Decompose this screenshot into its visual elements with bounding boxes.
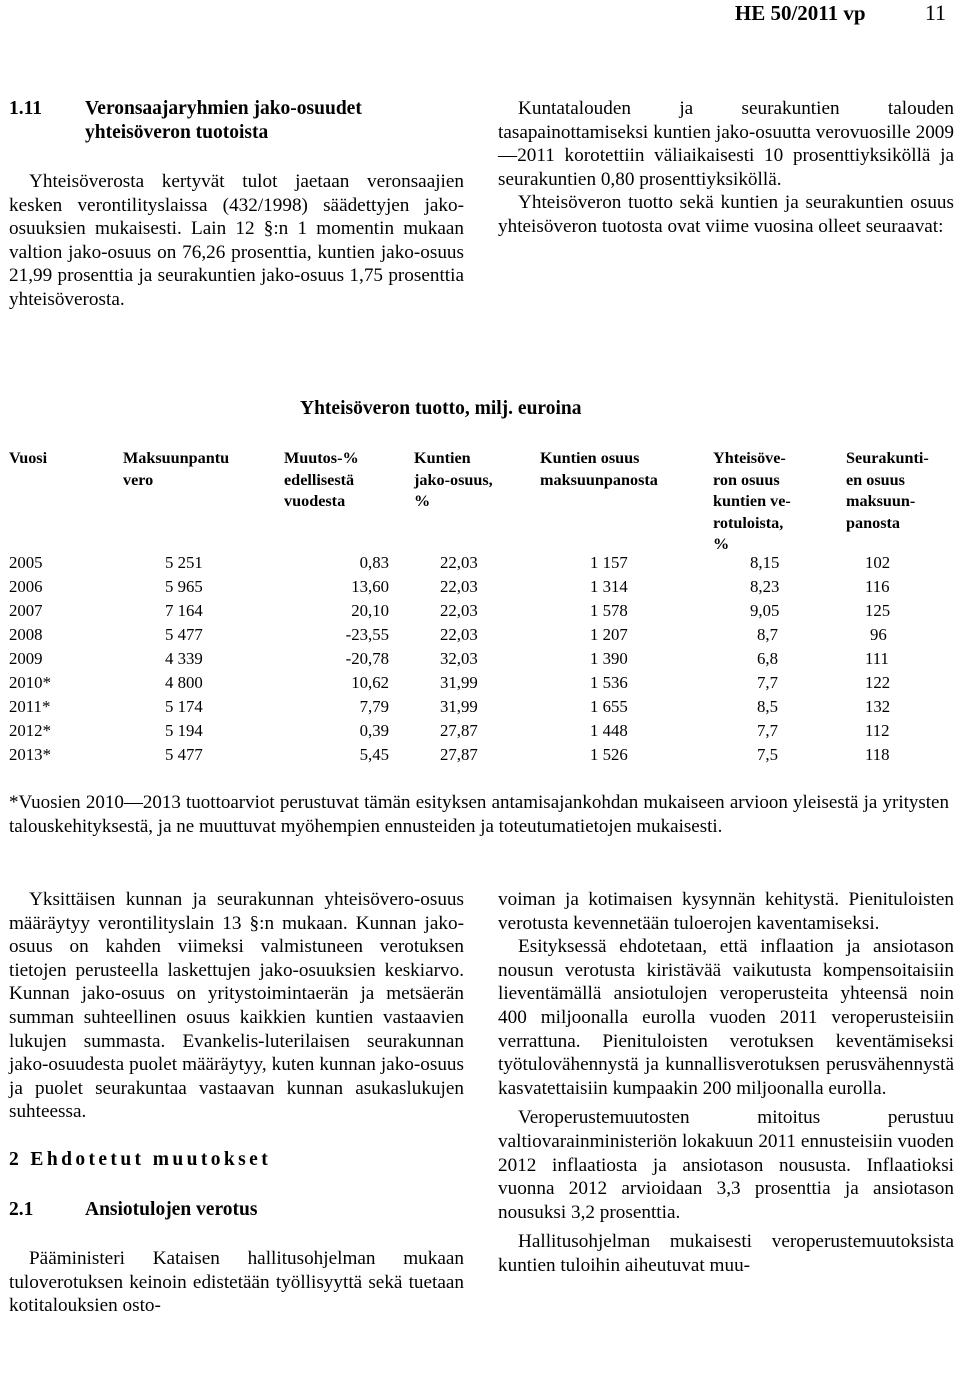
paragraph-inflation-compensation: Esityksessä ehdotetaan, että inflaation ja ansiotason nousun verotusta kiristävää vaikutusta kompensoitaisiin lieventämällä ansiotulojen veroperusteita yhteensä noin 400 miljoonalla eurolla vuoden 2011 veroperusteisiin verrattuna. Pienituloisten verotuksen keventämiseksi työtulovähennystä ja kunnallisverotuksen perusvähennystä kasvatettaisiin kumpaakin 200 miljoonalla eurolla. <box>498 936 954 1099</box>
page-number: 11 <box>924 0 946 25</box>
subsection-number: 2.1 <box>9 1198 34 1220</box>
table-header-year: Vuosi <box>9 449 48 467</box>
table-header-levied-tax: Maksuunpantu vero <box>123 449 230 489</box>
chapter-heading: 2 Ehdotetut muutokset <box>9 1148 272 1170</box>
section-heading <box>9 97 464 144</box>
table-header-municipal-share: Kuntien jako-osuus, % <box>414 449 493 510</box>
paragraph-table-intro: Yhteisöveron tuotto sekä kuntien ja seurakuntien osuus yhteisöveron tuotosta ovat viime vuosina olleet seuraavat: <box>498 192 954 237</box>
upper-left-column <box>9 97 464 312</box>
paragraph-purchasing-power: voiman ja kotimaisen kysynnän kehitystä. Pienituloisten verotusta kevennetään tuloerojen kaventamiseksi. <box>498 889 954 934</box>
table-body <box>0 553 960 773</box>
paragraph-distribution: Yhteisöverosta kertyvät tulot jaetaan veronsaajien kesken verontilityslaissa (432/1998) säädettyjen jako-osuuksien mukaisesti. Lain 12 §:n 1 momentin mukaan valtion jako-osuus on 76,26 prosenttia, kuntien jako-osuus 21,99 prosenttia ja seurakuntien jako-osuus 1,75 prosenttia yhteisöverosta. <box>9 171 464 310</box>
paragraph-individual-share: Yksittäisen kunnan ja seurakunnan yhteisövero-osuus määräytyy verontilityslain 13 §:n mukaan. Kunnan jako-osuus on kahden viimeksi valmistuneen verotuksen tietojen perusteella laskettujen jako-osuuksien keskiarvo. Kunnan jako-osuus on yritystoimintaerän ja metsäerän summan suhteellinen osuus kaikkien kuntien vastaavien lukujen summasta. Evankelis-luterilaisen seurakunnan jako-osuudesta puolet määräytyy, kuten kunnan jako-osuus ja puolet seurakuntaa vastaavan kunnan asukaslukujen suhteessa. <box>9 889 464 1123</box>
table-row: 2012* 5 194 0,39 27,87 1 448 7,7 112 <box>9 721 890 740</box>
table-row: 2005 5 251 0,83 22,03 1 157 8,15 102 <box>9 553 891 572</box>
page-header <box>735 0 946 26</box>
section-number: 1.11 <box>9 98 43 119</box>
upper-right-column <box>498 97 954 239</box>
table-row: 2009 4 339 -20,78 32,03 1 390 6,8 111 <box>9 649 889 668</box>
table-header-change-pct: Muutos-% edellisestä vuodesta <box>284 449 359 510</box>
document-id: HE 50/2011 vp <box>734 1 866 25</box>
paragraph-temporary-raise: Kuntatalouden ja seurakuntien talouden tasapainottamiseksi kuntien jako-osuutta verovuosille 2009—2011 korotettiin väliaikaisesti 10 prosenttiyksiköllä ja seurakuntien 0,80 prosenttiyksiköllä. <box>498 98 954 190</box>
table-row: 2006 5 965 13,60 22,03 1 314 8,23 116 <box>9 577 890 596</box>
table-row: 2008 5 477 -23,55 22,03 1 207 8,7 96 <box>9 625 887 644</box>
table-row: 2010* 4 800 10,62 31,99 1 536 7,7 122 <box>9 673 891 692</box>
table-header-municipal-amount: Kuntien osuus maksuunpanosta <box>540 449 658 489</box>
paragraph-municipal-effects: Hallitusohjelman mukaisesti veroperustemuutoksista kuntien tuloihin aiheutuvat muu- <box>498 1231 954 1276</box>
table-title: Yhteisöveron tuotto, milj. euroina <box>300 398 582 419</box>
subsection-title: Ansiotulojen verotus <box>85 1198 258 1220</box>
table-footnote: *Vuosien 2010—2013 tuottoarviot perustuvat tämän esityksen antamisajankohdan mukaiseen arvioon yleisestä ja yritysten talouskehityksestä, ja ne muuttuvat myöhempien ennusteiden ja toteutumatietojen mukaisesti. <box>9 792 949 837</box>
table-header-tax-revenue-share: Yhteisöve- ron osuus kuntien ve- rotuloista, % <box>713 449 791 553</box>
table-header-parish-share: Seurakunti- en osuus maksuun- panosta <box>846 449 929 532</box>
subsection-heading <box>9 1198 464 1222</box>
lower-right-column <box>498 888 954 1278</box>
section-title-line2: yhteisöveron tuotoista <box>85 121 269 143</box>
paragraph-forecast-basis: Veroperustemuutosten mitoitus perustuu valtiovarainministeriön lokakuun 2011 ennusteisiin vuoden 2012 inflaatiosta ja ansiotason noususta. Inflaatioksi vuonna 2012 arvioidaan 3,3 prosenttia ja ansiotason nousuksi 3,2 prosenttia. <box>498 1107 954 1223</box>
section-title-line1: Veronsaajaryhmien jako-osuudet <box>85 98 362 119</box>
paragraph-government-programme: Pääministeri Kataisen hallitusohjelman mukaan tuloverotuksen keinoin edistetään työllisyyttä sekä tuetaan kotitalouksien osto- <box>9 1248 464 1317</box>
lower-left-column <box>9 888 464 1318</box>
table-row: 2013* 5 477 5,45 27,87 1 526 7,5 118 <box>9 745 890 764</box>
table-row: 2011* 5 174 7,79 31,99 1 655 8,5 132 <box>9 697 891 716</box>
table-row: 2007 7 164 20,10 22,03 1 578 9,05 125 <box>9 601 891 620</box>
